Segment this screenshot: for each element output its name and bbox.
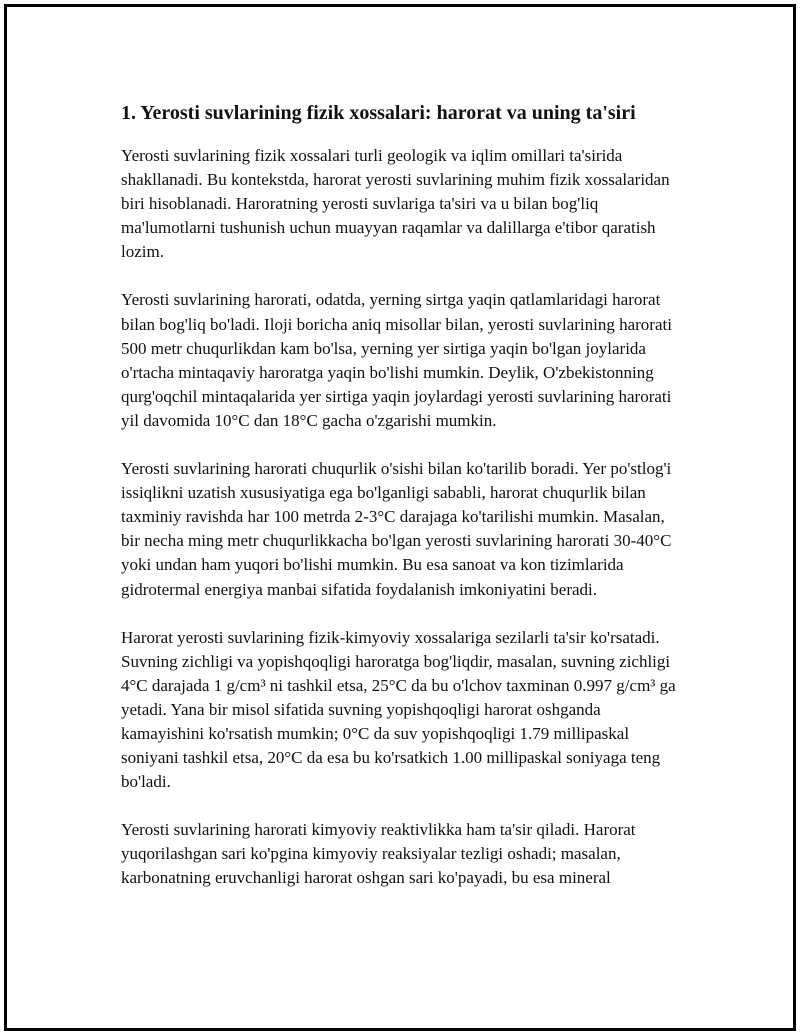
paragraph-physical-properties: Harorat yerosti suvlarining fizik-kimyoviy xossalariga sezilarli ta'sir ko'rsatadi. Suvning zichligi va yopishqoqligi haroratga bog'liqdir, masalan, suvning zichligi 4°C darajada 1 g/cm³ ni tashkil etsa, 25°C da bu o'lchov taxminan 0.997 g/cm³ ga yetadi. Yana bir misol sifatida suvning yopishqoqligi harorat oshganda kamayishini ko'rsatish mumkin; 0°C da suv yopishqoqligi 1.79 millipaskal soniyani tashkil etsa, 20°C da esa bu ko'rsatkich 1.00 millipaskal soniyaga teng bo'ladi. (121, 627, 676, 792)
paragraph-depth-temperature: Yerosti suvlarining harorati chuqurlik o'sishi bilan ko'tarilib boradi. Yer po'stlog'i issiqlikni uzatish xususiyatiga ega bo'lganligi sababli, harorat chuqurlik bilan taxminiy ravishda har 100 metrda 2-3°C darajaga ko'tarilishi mumkin. Masalan, bir necha ming metr chuqurlikkacha bo'lgan yerosti suvlarining harorati 30-40°C yoki undan ham yuqori bo'lishi mumkin. Bu esa sanoat va kon tizimlarida gidrotermal energiya manbai sifatida foydalanish imkoniyatini beradi. (121, 459, 672, 599)
section-title: 1. Yerosti suvlarining fizik xossalari: harorat va uning ta'siri (121, 102, 636, 124)
page-frame (4, 4, 796, 1031)
paragraph-intro: Yerosti suvlarining fizik xossalari turli geologik va iqlim omillari ta'sirida shakllanadi. Bu kontekstda, harorat yerosti suvlarining muhim fizik xossalaridan biri hisoblanadi. Haroratning yerosti suvlariga ta'siri va u bilan bog'liq ma'lumotlarni tushunish uchun muayyan raqamlar va dalillarga e'tibor qaratish lozim. (121, 146, 670, 262)
paragraph-surface-temperature: Yerosti suvlarining harorati, odatda, yerning sirtga yaqin qatlamlaridagi harorat bilan bog'liq bo'ladi. Iloji boricha aniq misollar bilan, yerosti suvlarining harorati 500 metr chuqurlikdan kam bo'lsa, yerning yer sirtiga yaqin bo'lgan joylarida o'rtacha mintaqaviy haroratga yaqin bo'lishi mumkin. Deylik, O'zbekistonning qurg'oqchil mintaqalarida yer sirtiga yaqin joylardagi yerosti suvlarining harorati yil davomida 10°C dan 18°C gacha o'zgarishi mumkin. (121, 290, 672, 430)
paragraph-chemical-reactivity: Yerosti suvlarining harorati kimyoviy reaktivlikka ham ta'sir qiladi. Harorat yuqorilashgan sari ko'pgina kimyoviy reaksiyalar tezligi oshadi; masalan, karbonatning eruvchanligi harorat oshgan sari ko'payadi, bu esa mineral (121, 820, 636, 888)
document-body (121, 100, 681, 915)
